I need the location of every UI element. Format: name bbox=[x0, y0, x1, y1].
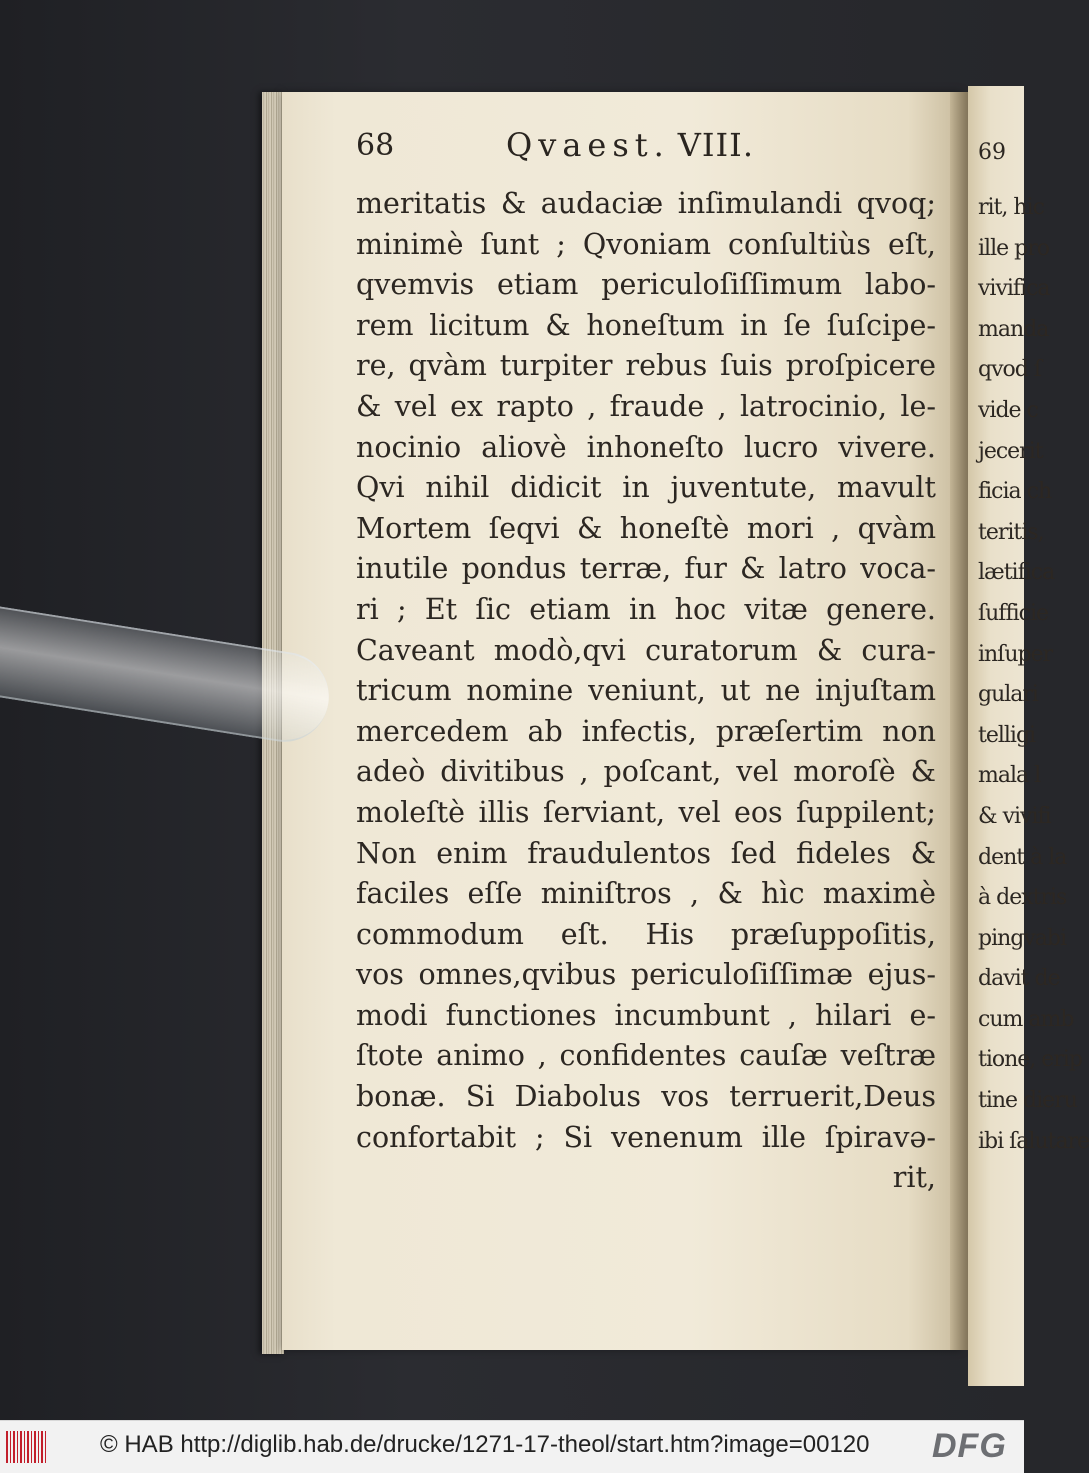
facing-page-text bbox=[978, 140, 1089, 1162]
facing-text-line: qvod ſ bbox=[978, 357, 1041, 383]
text-line: confortabit ; Si venenum ille ſpiravə- bbox=[356, 1120, 936, 1154]
page-header bbox=[356, 124, 936, 172]
text-line: vos omnes,qvibus periculoſiſſimæ ejus- bbox=[356, 958, 936, 992]
text-line: modi functiones incumbunt , hilari e- bbox=[356, 998, 936, 1032]
text-line: qvemvis etiam periculoſiſſimum labo- bbox=[356, 268, 936, 302]
text-line: nocinio aliovè inhoneſto lucro vivere. bbox=[356, 430, 936, 464]
facing-text-line: ſufficie bbox=[978, 600, 1049, 626]
text-line: meritatis & audaciæ inſimulandi qvoq; bbox=[356, 187, 936, 220]
text-line: faciles eſſe miniſtros , & hìc maximè bbox=[356, 877, 936, 911]
facing-text-line: davit de bbox=[978, 966, 1060, 992]
facing-page-number: 69 bbox=[978, 140, 1006, 165]
facing-text-line: pingvabi bbox=[978, 925, 1067, 951]
text-line: mercedem ab infectis, præſertim non bbox=[356, 714, 936, 748]
facing-text-line: tione, erip bbox=[978, 1047, 1082, 1073]
facing-text-line: jecerit bbox=[978, 438, 1043, 464]
facing-text-line: à dextris bbox=[978, 885, 1067, 911]
facing-text-line: ficia ch bbox=[978, 479, 1052, 505]
facing-text-line: vivifica bbox=[978, 276, 1050, 302]
running-head-numeral: VIII. bbox=[677, 126, 754, 164]
facing-text-line: telligi bbox=[978, 722, 1036, 748]
facing-text-line: vide c bbox=[978, 397, 1038, 423]
text-line: Caveant modò,qvi curatorum & cura- bbox=[356, 633, 936, 667]
text-line: commodum eſt. His præſuppoſitis, bbox=[356, 917, 936, 951]
running-head bbox=[506, 126, 754, 164]
text-line: Non enim fraudulentos ſed fideles & bbox=[356, 836, 936, 870]
text-line: minimè ſunt ; Qvoniam conſultiùs eſt, bbox=[356, 227, 936, 261]
text-line: re, qvàm turpiter rebus ſuis proſpicere bbox=[356, 349, 936, 383]
facing-text-line: dent à la bbox=[978, 844, 1067, 870]
facing-text-line: teritis, bbox=[978, 519, 1044, 545]
text-line: ri ; Et ſic etiam in hoc vitæ genere. bbox=[356, 592, 936, 626]
text-line: Mortem ſeqvi & honeſtè mori , qvàm bbox=[356, 511, 936, 545]
facing-text-line: mala l bbox=[978, 763, 1041, 789]
barcode-icon bbox=[6, 1431, 48, 1463]
text-line: tricum nomine veniunt, ut ne injuſtam bbox=[356, 674, 936, 708]
text-line: inutile pondus terræ, fur & latro voca- bbox=[356, 552, 936, 586]
page-number: 68 bbox=[356, 128, 395, 163]
viewer-footer bbox=[0, 1420, 1024, 1473]
facing-text-line: manda bbox=[978, 316, 1049, 342]
catchword: rit, bbox=[892, 1161, 936, 1195]
facing-text-line: rit, hic bbox=[978, 195, 1044, 220]
source-credit-link[interactable]: © HAB http://diglib.hab.de/drucke/1271-17-theol/start.htm?image=00120 bbox=[100, 1431, 870, 1458]
text-line: moleſtè illis ſerviant, vel eos ſuppilent; bbox=[356, 795, 936, 829]
facing-text-line: tine dieru bbox=[978, 1088, 1077, 1114]
page-body-text bbox=[356, 184, 936, 1199]
text-line: bonæ. Si Diabolus vos terruerit,Deus bbox=[356, 1080, 936, 1114]
text-line: ſtote animo , confidentes cauſæ veſtræ bbox=[356, 1039, 936, 1073]
text-line: adeò divitibus , poſcant, vel moroſè & bbox=[356, 755, 936, 789]
facing-text-line: ibi ſalutare bbox=[978, 1128, 1089, 1154]
dfg-logo: DFG bbox=[932, 1427, 1007, 1465]
facing-text-line: & vivifi bbox=[978, 803, 1051, 829]
facing-text-line: cum amb bbox=[978, 1006, 1074, 1032]
running-head-text: Qvaest. bbox=[506, 126, 670, 164]
facing-text-line: gulari bbox=[978, 682, 1038, 708]
text-line: Qvi nihil didicit in juventute, mavult bbox=[356, 471, 936, 505]
text-line: & vel ex rapto , fraude , latrocinio, le- bbox=[356, 389, 936, 423]
facing-text-line: ille pro bbox=[978, 235, 1049, 261]
facing-text-line: lætifica bbox=[978, 560, 1055, 586]
facing-text-line: inſuper bbox=[978, 641, 1053, 667]
text-line: rem licitum & honeſtum in ſe ſuſcipe- bbox=[356, 308, 936, 342]
